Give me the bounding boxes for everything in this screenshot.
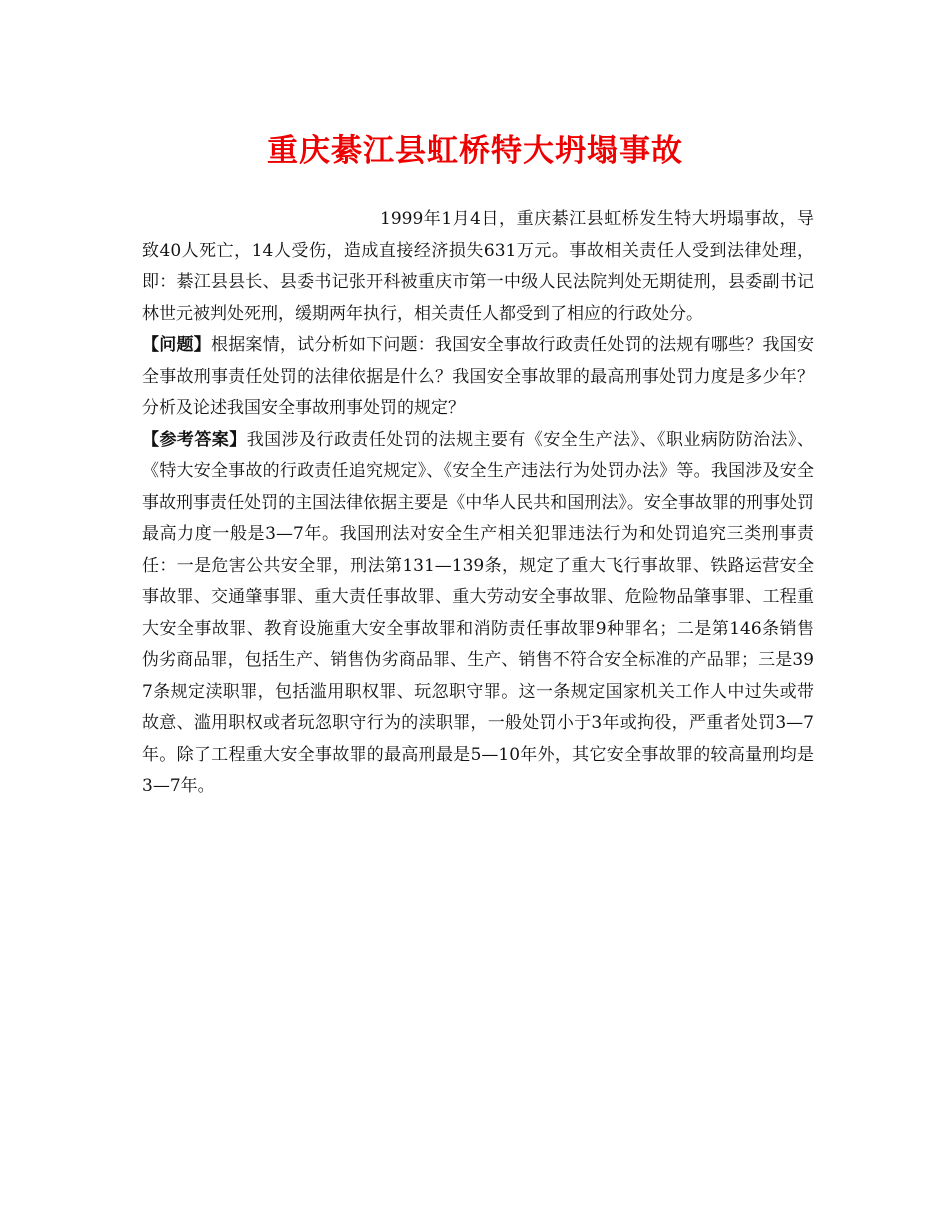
answer-label: 【参考答案】	[142, 429, 247, 450]
question-text: 根据案情，试分析如下问题：我国安全事故行政责任处罚的法规有哪些？我国安全事故刑事责任处罚的法律依据是什么？我国安全事故罪的最高刑事处罚力度是多少年？分析及论述我国安全事故刑事处罚的规定？	[142, 335, 815, 418]
answer-paragraph	[142, 425, 814, 803]
question-label: 【问题】	[142, 335, 211, 355]
case-paragraph: 1999年1月4日，重庆綦江县虹桥发生特大坍塌事故，导致40人死亡，14人受伤，造成直接经济损失631万元。事故相关责任人受到法律处理，即：綦江县县长、县委书记张开科被重庆市第一中级人民法院判处无期徒刑，县委副书记林世元被判处死刑，缓期两年执行，相关责任人都受到了相应的行政处分。	[142, 209, 814, 324]
document-body	[142, 204, 814, 803]
question-paragraph	[142, 330, 814, 425]
answer-text: 我国涉及行政责任处罚的法规主要有《安全生产法》、《职业病防防治法》、《特大安全事故的行政责任追究规定》、《安全生产违法行为处罚办法》等。我国涉及安全事故刑事责任处罚的主国法律依据主要是《中华人民共和国刑法》。安全事故罪的刑事处罚最高力度一般是3—7年。我国刑法对安全生产相关犯罪违法行为和处罚追究三类刑事责任：一是危害公共安全罪，刑法第131—139条，规定了重大飞行事故罪、铁路运营安全事故罪、交通肇事罪、重大责任事故罪、重大劳动安全事故罪、危险物品肇事罪、工程重大安全事故罪、教育设施重大安全事故罪和消防责任事故罪9种罪名；二是第146条销售伪劣商品罪，包括生产、销售伪劣商品罪、生产、销售不符合安全标准的产品罪；三是397条规定渎职罪，包括滥用职权罪、玩忽职守罪。这一条规定国家机关工作人中过失或带故意、滥用职权或者玩忽职守行为的渎职罪，一般处罚小于3年或拘役，严重者处罚3—7年。除了工程重大安全事故罪的最高刑最是5—10年外，其它安全事故罪的较高量刑均是3—7年。	[142, 429, 815, 796]
document-title: 重庆綦江县虹桥特大坍塌事故	[267, 133, 683, 169]
